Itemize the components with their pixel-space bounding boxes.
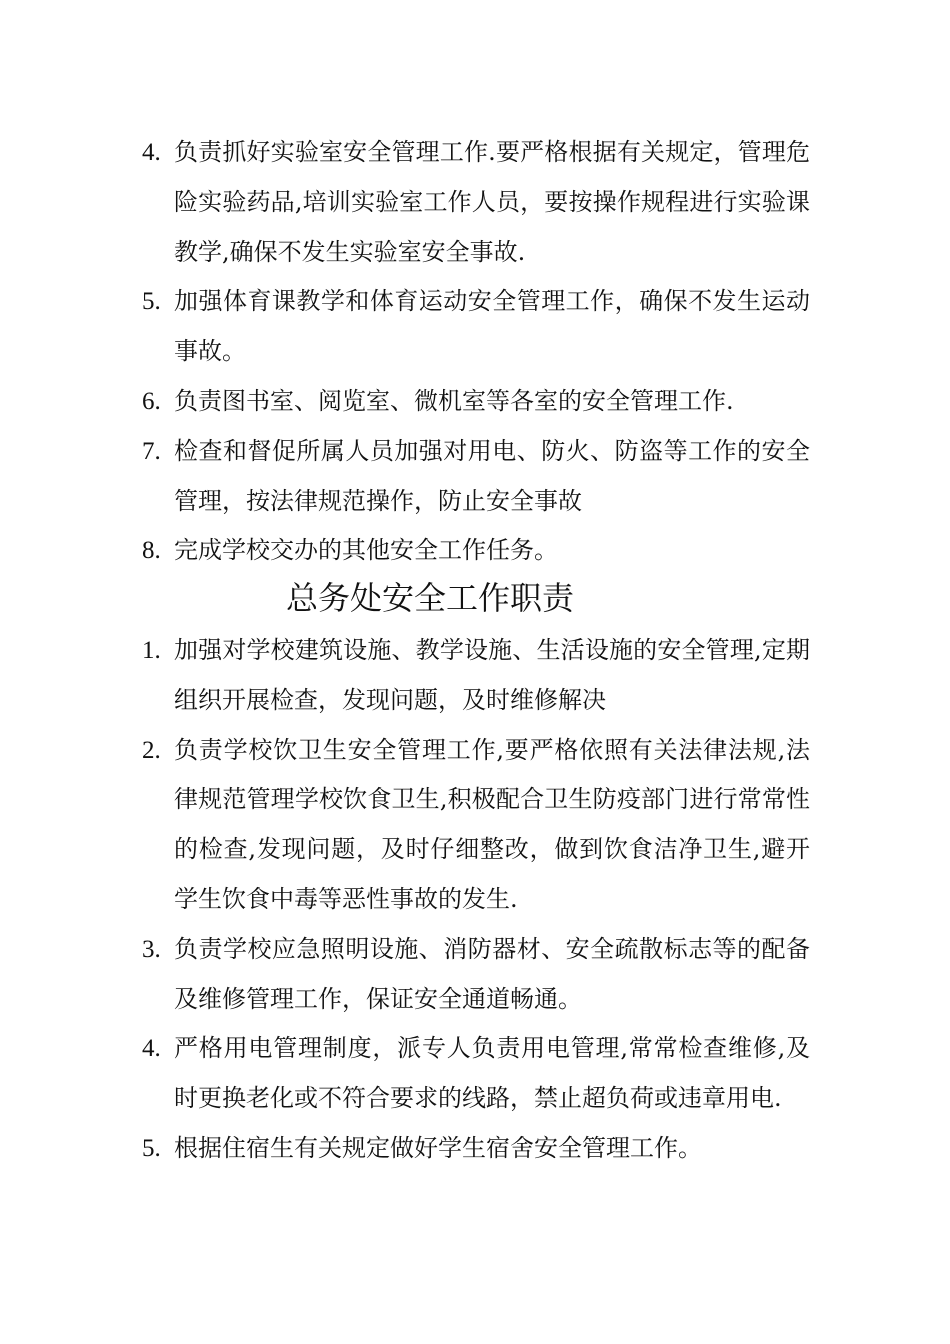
responsibility-list-continued [142,128,810,576]
item-text: 负责学校饮卫生安全管理工作,要严格依照有关法律法规,法律规范管理学校饮食卫生,积极配合卫生防疫部门进行常常性的检查,发现问题，及时仔细整改，做到饮食洁净卫生,避开学生饮食中毒等恶性事故的发生. [174,735,810,913]
section-title: 总务处安全工作职责 [286,579,575,617]
item-number: 1. [142,637,161,664]
item-number: 8. [142,537,161,565]
item-text: 检查和督促所属人员加强对用电、防火、防盗等工作的安全管理，按法律规范操作，防止安全事故 [174,436,810,515]
item-text: 加强体育课教学和体育运动安全管理工作，确保不发生运动事故。 [174,287,810,366]
item-number: 7. [142,437,161,465]
item-number: 5. [142,1134,161,1162]
item-number: 6. [142,387,161,415]
list-item [142,526,810,576]
list-item [142,1024,810,1124]
list-item [142,427,810,527]
item-text: 根据住宿生有关规定做好学生宿舍安全管理工作。 [174,1133,702,1162]
item-number: 5. [142,288,161,316]
item-text: 负责图书室、阅览室、微机室等各室的安全管理工作. [174,386,734,415]
item-text: 负责学校应急照明设施、消防器材、安全疏散标志等的配备及维修管理工作，保证安全通道畅通。 [174,934,810,1013]
list-item [142,377,810,427]
item-number: 4. [142,1035,161,1063]
item-text: 负责抓好实验室安全管理工作.要严格根据有关规定，管理危险实验药品,培训实验室工作人员，要按操作规程进行实验课教学,确保不发生实验室安全事故. [174,138,810,266]
list-item [142,1124,810,1174]
list-item [142,925,810,1025]
list-item [142,626,810,726]
item-text: 完成学校交办的其他安全工作任务。 [174,536,558,565]
item-number: 4. [142,139,161,166]
item-text: 严格用电管理制度，派专人负责用电管理,常常检查维修,及时更换老化或不符合要求的线路，禁止超负荷或违章用电. [174,1034,810,1113]
list-item [142,128,810,277]
item-text: 加强对学校建筑设施、教学设施、生活设施的安全管理,定期组织开展检查，发现问题，及时维修解决 [174,636,810,714]
item-number: 2. [142,736,161,764]
list-item [142,726,810,925]
item-number: 3. [142,935,161,963]
general-affairs-responsibility-list [142,626,810,1174]
list-item [142,277,810,377]
